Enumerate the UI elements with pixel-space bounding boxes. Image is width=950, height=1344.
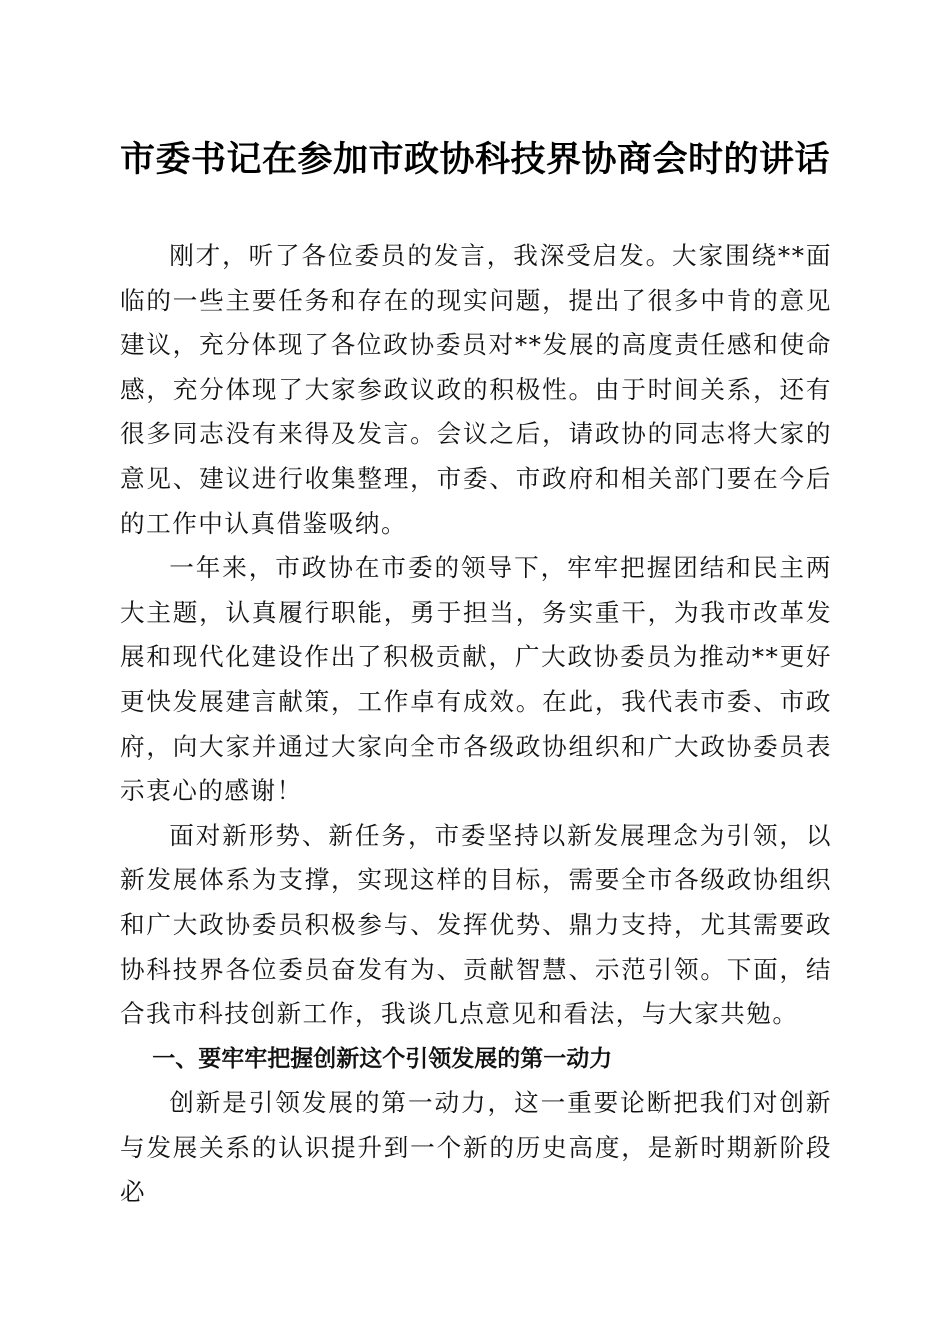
paragraph-opening: 刚才，听了各位委员的发言，我深受启发。大家围绕**面临的一些主要任务和存在的现实问题，提出了很多中肯的意见建议，充分体现了各位政协委员对**发展的高度责任感和使命感，充分体现了大家参政议政的积极性。由于时间关系，还有很多同志没有来得及发言。会议之后，请政协的同志将大家的意见、建议进行收集整理，市委、市政府和相关部门要在今后的工作中认真借鉴吸纳。 — [120, 241, 832, 538]
section-heading-one: 一、要牢牢把握创新这个引领发展的第一动力 — [152, 1045, 613, 1072]
paragraph-innovation: 创新是引领发展的第一动力，这一重要论断把我们对创新与发展关系的认识提升到一个新的历史高度，是新时期新阶段必 — [120, 1088, 832, 1207]
paragraph-new-situation: 面对新形势、新任务，市委坚持以新发展理念为引领，以新发展体系为支撑，实现这样的目标，需要全市各级政协组织和广大政协委员积极参与、发挥优势、鼎力支持，尤其需要政协科技界各位委员奋发有为、贡献智慧、示范引领。下面，结合我市科技创新工作，我谈几点意见和看法，与大家共勉。 — [120, 820, 832, 1029]
paragraph-thanks: 一年来，市政协在市委的领导下，牢牢把握团结和民主两大主题，认真履行职能，勇于担当，务实重干，为我市改革发展和现代化建设作出了积极贡献，广大政协委员为推动**更好更快发展建言献策，工作卓有成效。在此，我代表市委、市政府，向大家并通过大家向全市各级政协组织和广大政协委员表示衷心的感谢！ — [120, 553, 832, 806]
document-body — [120, 234, 832, 1215]
document-title: 市委书记在参加市政协科技界协商会时的讲话 — [119, 139, 830, 180]
